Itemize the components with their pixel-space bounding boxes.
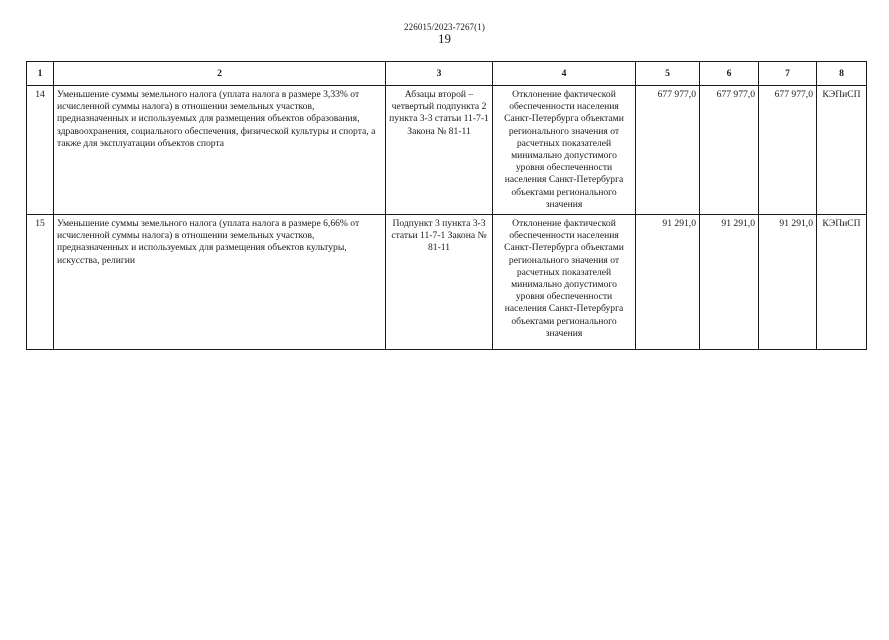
row-number: 14 xyxy=(27,86,54,215)
legal-basis: Подпункт 3 пункта 3-3 статьи 11-7-1 Закона № 81-11 xyxy=(386,215,493,350)
column-header-2: 2 xyxy=(54,62,386,86)
benefit-reason: Отклонение фактической обеспеченности населения Санкт-Петербурга объектами регионального значения от расчетных показателей минимально допустимого уровня обеспеченности населения Санкт-Петербурга объектами регионального значения xyxy=(493,215,636,350)
column-header-6: 6 xyxy=(700,62,759,86)
value-col6: 91 291,0 xyxy=(700,215,759,350)
column-header-3: 3 xyxy=(386,62,493,86)
table-row xyxy=(27,215,867,350)
table-header-row xyxy=(27,62,867,86)
document-registration-number: 226015/2023-7267(1) xyxy=(404,22,485,32)
value-col5: 91 291,0 xyxy=(636,215,700,350)
column-header-7: 7 xyxy=(759,62,817,86)
benefit-description: Уменьшение суммы земельного налога (уплата налога в размере 6,66% от исчисленной суммы налога) в отношении земельных участков, предназначенных и используемых для размещения объектов культуры, искусства, религии xyxy=(54,215,386,350)
column-header-1: 1 xyxy=(27,62,54,86)
value-col7: 91 291,0 xyxy=(759,215,817,350)
responsible-body-code: КЭПиСП xyxy=(817,215,867,350)
column-header-8: 8 xyxy=(817,62,867,86)
benefit-description: Уменьшение суммы земельного налога (уплата налога в размере 3,33% от исчисленной суммы налога) в отношении земельных участков, предназначенных и используемых для размещения объектов образования, здравоохранения, социального обеспечения, физической культуры и спорта, а также для эксплуатации объектов спорта xyxy=(54,86,386,215)
page-number: 19 xyxy=(438,31,451,46)
benefit-reason: Отклонение фактической обеспеченности населения Санкт-Петербурга объектами регионального значения от расчетных показателей минимально допустимого уровня обеспеченности населения Санкт-Петербурга объектами регионального значения xyxy=(493,86,636,215)
legal-basis: Абзацы второй – четвертый подпункта 2 пункта 3-3 статьи 11-7-1 Закона № 81-11 xyxy=(386,86,493,215)
table-row xyxy=(27,86,867,215)
column-header-4: 4 xyxy=(493,62,636,86)
tax-benefits-table xyxy=(26,61,867,350)
value-col6: 677 977,0 xyxy=(700,86,759,215)
responsible-body-code: КЭПиСП xyxy=(817,86,867,215)
row-number: 15 xyxy=(27,215,54,350)
value-col7: 677 977,0 xyxy=(759,86,817,215)
value-col5: 677 977,0 xyxy=(636,86,700,215)
column-header-5: 5 xyxy=(636,62,700,86)
